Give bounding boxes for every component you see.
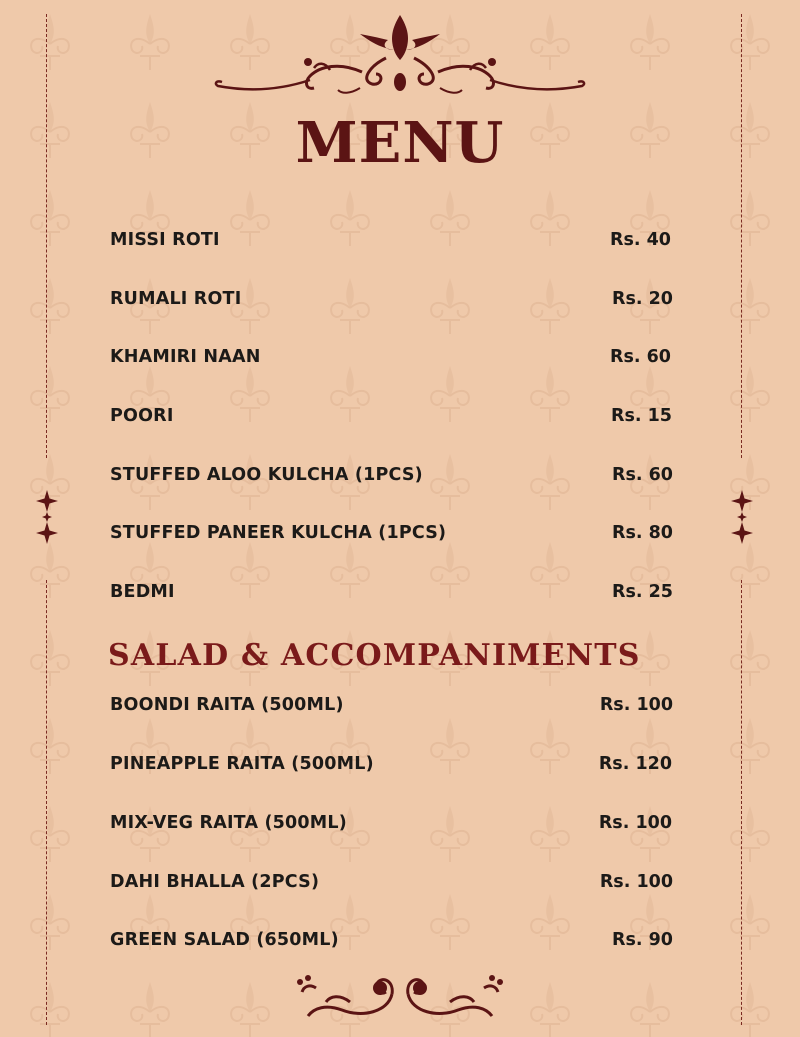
list-item — [110, 463, 673, 487]
item-name: GREEN SALAD (650ML) — [110, 930, 339, 950]
left-border-top — [46, 14, 47, 458]
list-item — [110, 228, 673, 252]
item-name: STUFFED PANEER KULCHA (1PCS) — [110, 523, 447, 543]
item-price: Rs. 100 — [598, 813, 672, 833]
left-border-bottom — [46, 580, 47, 1025]
list-item — [110, 928, 673, 952]
right-star-ornament-icon — [729, 490, 755, 544]
list-item — [110, 580, 673, 604]
item-price: Rs. 40 — [610, 230, 671, 250]
list-item — [110, 404, 673, 428]
fleur-de-lis-ornament-icon — [210, 10, 590, 105]
item-price: Rs. 100 — [599, 695, 673, 715]
scroll-ornament-icon — [292, 972, 508, 1028]
item-name: DAHI BHALLA (2PCS) — [110, 872, 320, 892]
item-price: Rs. 80 — [612, 523, 673, 543]
item-name: RUMALI ROTI — [110, 289, 242, 309]
item-name: BEDMI — [110, 582, 175, 602]
item-price: Rs. 100 — [599, 872, 673, 892]
item-price: Rs. 120 — [598, 754, 672, 774]
list-item — [110, 693, 673, 717]
item-price: Rs. 20 — [612, 289, 673, 309]
list-item — [110, 287, 673, 311]
list-item — [110, 521, 673, 545]
list-item — [110, 345, 673, 369]
list-item — [110, 752, 673, 776]
list-item — [110, 870, 673, 894]
item-name: STUFFED ALOO KULCHA (1PCS) — [110, 465, 423, 485]
item-price: Rs. 15 — [611, 406, 672, 426]
item-name: BOONDI RAITA (500ML) — [110, 695, 344, 715]
left-star-ornament-icon — [34, 490, 60, 544]
right-border-top — [741, 14, 742, 458]
section-title: SALAD & ACCOMPANIMENTS — [108, 638, 641, 673]
item-price: Rs. 25 — [612, 582, 673, 602]
item-price: Rs. 60 — [610, 347, 671, 367]
list-item — [110, 811, 673, 835]
right-border-bottom — [741, 580, 742, 1025]
item-price: Rs. 60 — [612, 465, 673, 485]
item-price: Rs. 90 — [612, 930, 673, 950]
item-name: MIX-VEG RAITA (500ML) — [110, 813, 347, 833]
item-name: KHAMIRI NAAN — [110, 347, 261, 367]
page-title: MENU — [295, 110, 505, 176]
item-name: MISSI ROTI — [110, 230, 220, 250]
item-name: PINEAPPLE RAITA (500ML) — [110, 754, 374, 774]
item-name: POORI — [110, 406, 174, 426]
